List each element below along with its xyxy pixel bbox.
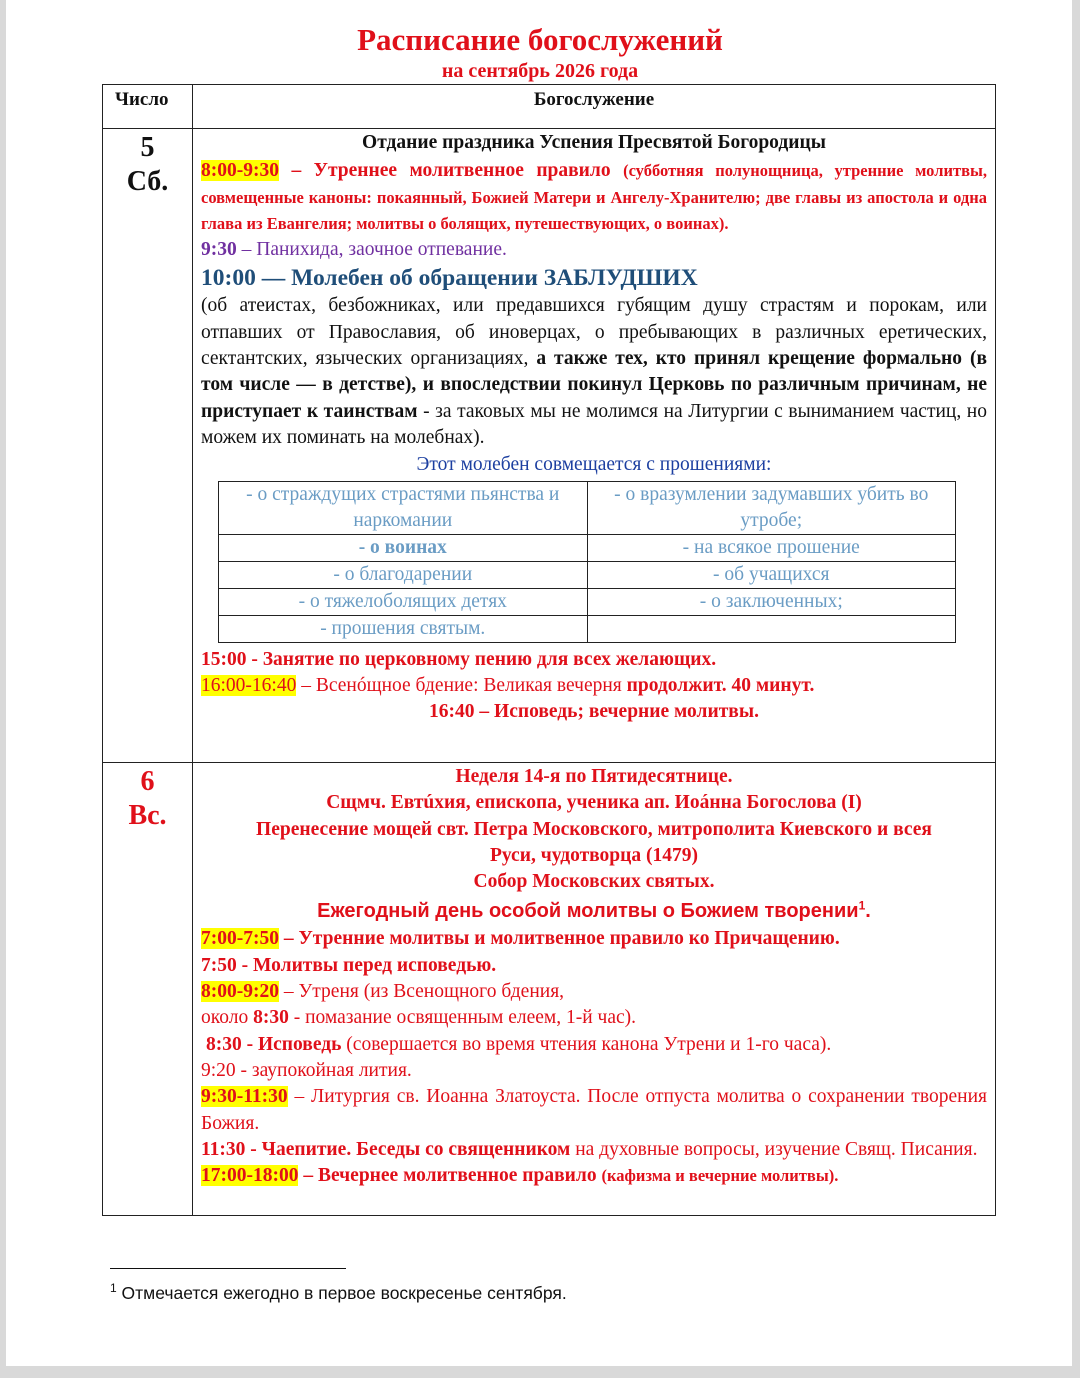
day-5-services [193, 129, 996, 763]
day-6-service-8: 17:00-18:00 – Вечернее молитвенное правило (кафизма и вечерние молитвы). [201, 1165, 839, 1187]
petitions-table [218, 481, 956, 643]
time-highlight: 7:00-7:50 [201, 928, 279, 950]
table-header-row [103, 85, 996, 129]
day-6-service-3b: около 8:30 - помазание освященным елеем, 1-й час). [201, 1007, 637, 1029]
day-6-services [193, 763, 996, 1216]
time-highlight: 8:00-9:30 [201, 160, 279, 182]
day-5-service-4: 15:00 - Занятие по церковному пению для всех желающих. [201, 648, 717, 670]
table-row: - о воинах - на всякое прошение [219, 534, 956, 561]
day-6-feast-5: Ежегодный день особой молитвы о Божием творении$^1$. [317, 898, 871, 923]
time-highlight: 17:00-18:00 [201, 1165, 299, 1187]
page-title: Расписание богослужений [357, 22, 723, 57]
petitions-intro: Этот молебен совмещается с прошениями: [416, 454, 772, 476]
footnote-text: Отмечается ежегодно в первое воскресенье сентября. [116, 1283, 567, 1303]
day-5-service-1: 8:00-9:30 – Утреннее молитвенное правило (субботняя полунощница, утренние молитвы, совмещенные каноны: покаянный, Божией Матери и Ангелу-Хранителю; две главы из апостола и одна глава из Евангелия; молитвы о болящих, путешествующих, о воинах). [201, 160, 987, 233]
day-5-service-6: 16:40 – Исповедь; вечерние молитвы. [429, 701, 759, 723]
page-subtitle: на сентябрь 2026 года [441, 60, 639, 82]
table-row-day-5 [103, 129, 996, 763]
time-highlight: 16:00-16:40 [201, 674, 297, 696]
day-6-feast-3: Перенесение мощей свт. Петра Московского, митрополита Киевского и всея Руси, чудотворца (1479) [256, 818, 932, 866]
day-5-moleben-text: (об атеистах, безбожниках, или предавшихся губящим душу страстям и порокам, или отпавших от Православия, об иноверцах, о пребывающих в различных еретических, сектантских, языческих организациях, а также тех, кто принял крещение формально (в том числе — в детстве), и впоследствии покинул Церковь по различным причинам, не приступает к таинствам - за таковых мы не молимся на Литургии с выниманием частиц, но можем их поминать на молебнах). [201, 295, 987, 448]
day-6-feast-1: Неделя 14-я по Пятидесятнице. [455, 766, 733, 787]
header-service: Богослужение [193, 85, 996, 129]
table-row: - о тяжелоболящих детях - о заключенных; [219, 588, 956, 615]
time-highlight: 8:00-9:20 [201, 981, 279, 1003]
day-5-service-5: 16:00-16:40 – Всенóщное бдение: Великая вечерня продолжит. 40 минут. [201, 674, 815, 696]
day-6-cell [103, 763, 193, 1216]
day-5-weekday: Сб. [126, 166, 169, 197]
footnote-mark: 1 [858, 898, 866, 913]
day-5-service-2: 9:30 – Панихида, заочное отпевание. [201, 239, 507, 261]
table-row: - о страждущих страстями пьянства и наркомании - о вразумлении задумавших убить во утробе; [219, 481, 956, 534]
day-6-service-5: 9:20 - заупокойная лития. [201, 1059, 412, 1081]
day-6-service-6: 9:30-11:30 – Литургия св. Иоанна Златоуста. После отпуста молитва о сохранении творения Божия. [201, 1086, 987, 1134]
day-6-service-2: 7:50 - Молитвы перед исповедью. [201, 954, 497, 976]
time-highlight: 9:30-11:30 [201, 1086, 288, 1108]
day-6-number: 6 [140, 766, 155, 797]
table-row: - о благодарении - об учащихся [219, 561, 956, 588]
day-6-feast-2: Сщмч. Евтúхия, епископа, ученика ап. Иоáнна Богослова (I) [326, 792, 862, 814]
schedule-table [102, 84, 996, 1216]
day-6-service-3: 8:00-9:20 – Утреня (из Всенощного бдения, [201, 981, 565, 1003]
day-6-service-1: 7:00-7:50 – Утренние молитвы и молитвенное правило ко Причащению. [201, 928, 840, 950]
footnote [110, 1283, 567, 1304]
table-row: - прошения святым. [219, 615, 956, 642]
table-row-day-6 [103, 763, 996, 1216]
day-6-service-4: 8:30 - Исповедь (совершается во время чтения канона Утрени и 1-го часа). [206, 1033, 832, 1055]
day-5-moleben-title: 10:00 — Молебен об обращении ЗАБЛУДШИХ [201, 265, 698, 292]
day-6-weekday: Вс. [128, 800, 167, 831]
footnote-number: 1 [110, 1281, 117, 1296]
day-5-cell [103, 129, 193, 763]
header-date: Число [103, 85, 193, 129]
day-5-number: 5 [140, 132, 155, 163]
day-5-feast: Отдание праздника Успения Пресвятой Богородицы [362, 132, 826, 153]
day-6-service-7: 11:30 - Чаепитие. Беседы со священником на духовные вопросы, изучение Свящ. Писания. [201, 1138, 978, 1160]
footnote-divider [110, 1268, 346, 1269]
day-6-feast-4: Собор Московских святых. [473, 871, 715, 893]
